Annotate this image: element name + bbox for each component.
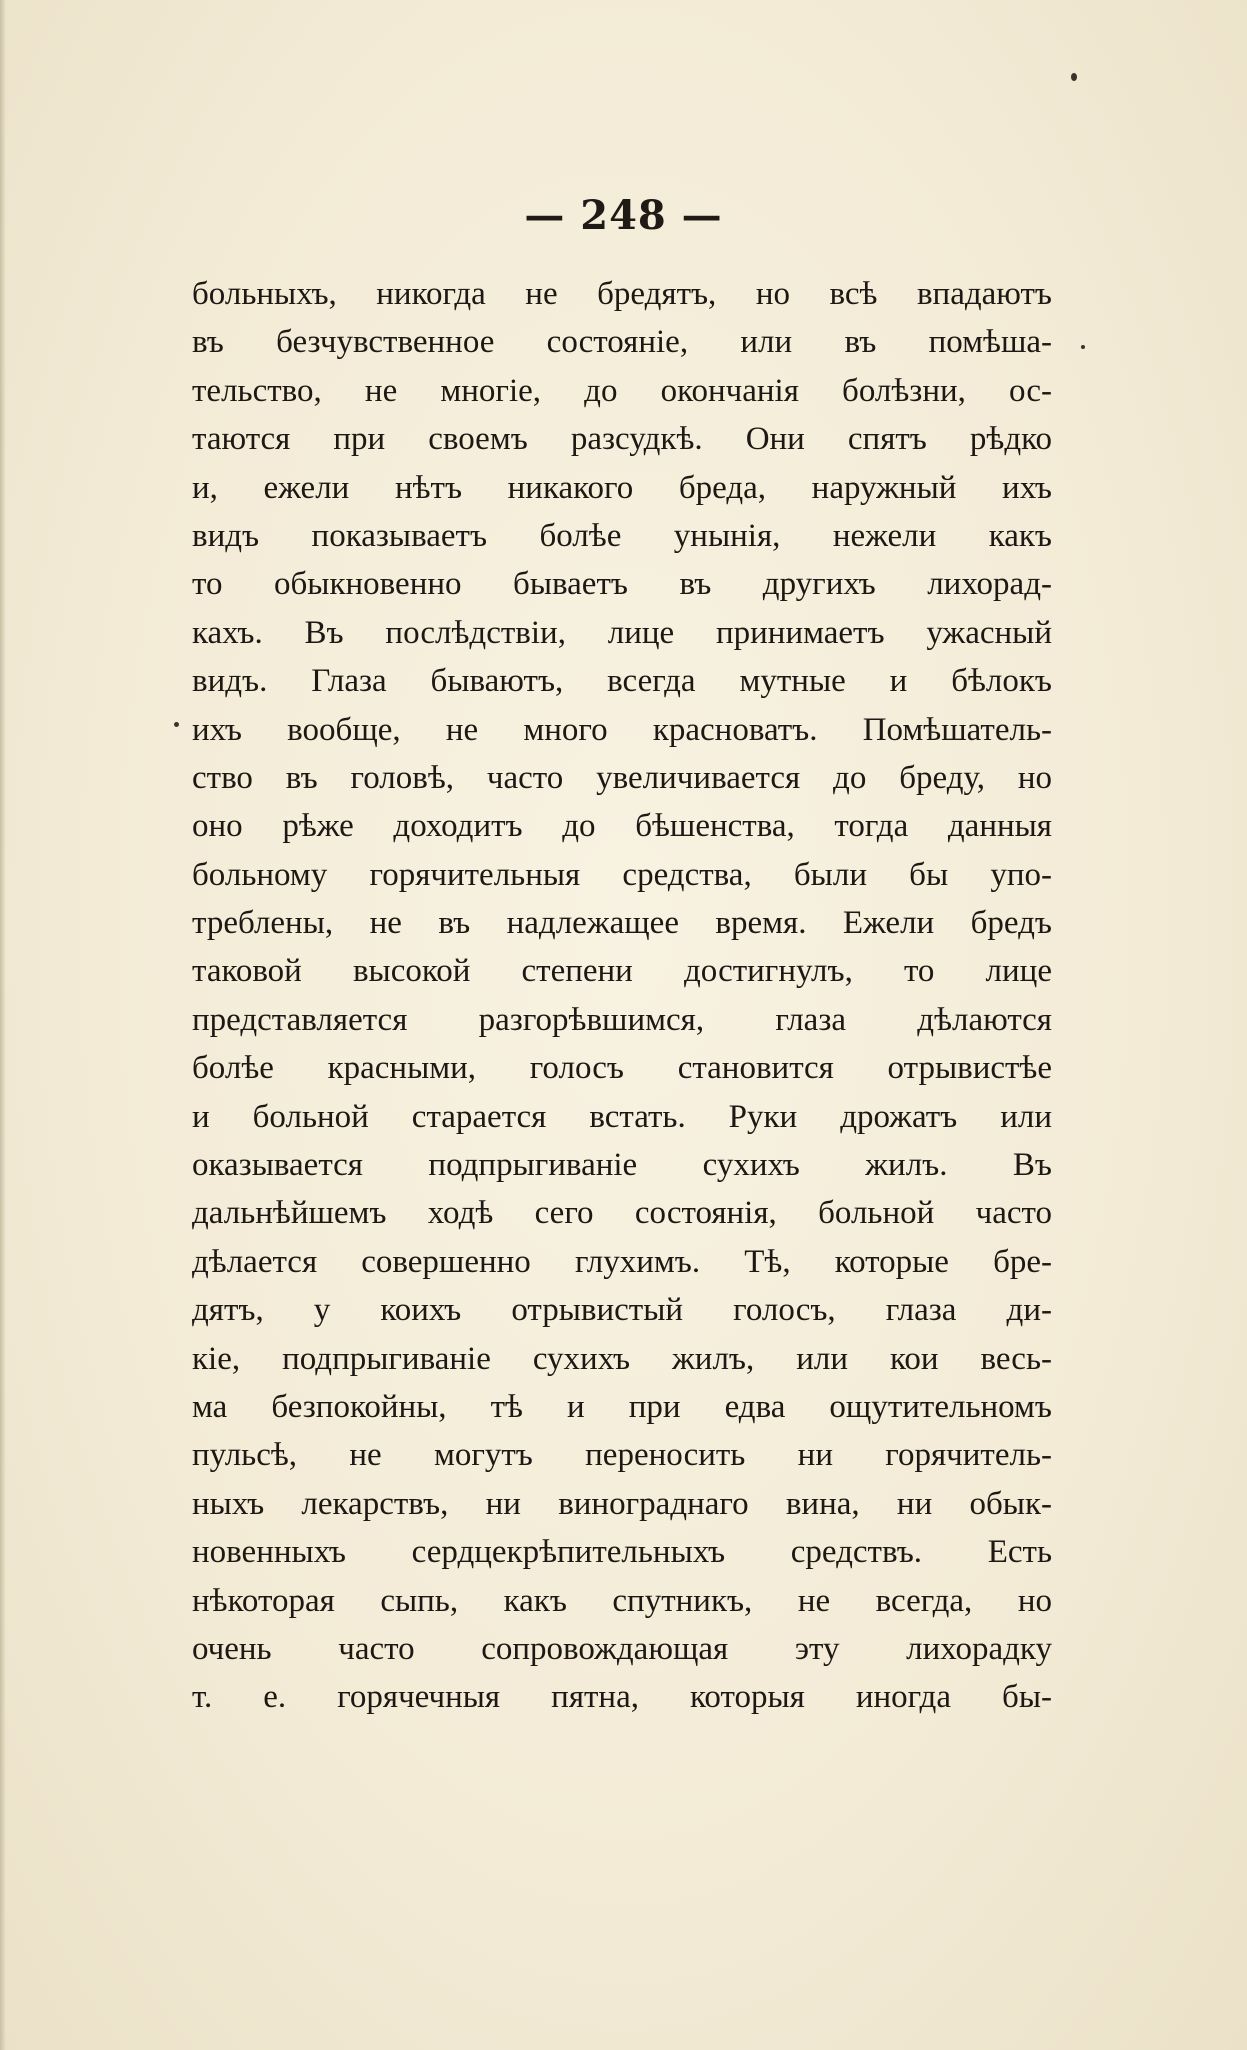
text-line: и, ежели нѣтъ никакого бреда, наружный ихъ — [192, 469, 1052, 506]
text-line: видъ показываетъ болѣе унынiя, нежели какъ — [192, 517, 1052, 554]
text-line: оказывается подпрыгиванiе сухихъ жилъ. Въ — [192, 1147, 1052, 1184]
text-line: таковой высокой степени достигнулъ, то лице — [192, 953, 1052, 990]
text-line: оно рѣже доходитъ до бѣшенства, тогда данныя — [192, 808, 1052, 845]
text-line: кахъ. Въ послѣдствiи, лице принимаетъ ужасный — [192, 614, 1052, 651]
text-line: ма безпокойны, тѣ и при едва ощутительномъ — [192, 1388, 1052, 1425]
ink-speck — [1071, 73, 1077, 81]
text-line: то обыкновенно бываетъ въ другихъ лихорад- — [192, 566, 1052, 603]
text-line: треблены, не въ надлежащее время. Ежели бредъ — [192, 905, 1052, 942]
text-line: тельство, не многiе, до окончанiя болѣзни, ос- — [192, 372, 1052, 409]
text-line: больному горячительныя средства, были бы упо- — [192, 856, 1052, 893]
text-line: новенныхъ сердцекрѣпительныхъ средствъ. Есть — [192, 1534, 1052, 1571]
text-line: дятъ, у коихъ отрывистый голосъ, глаза ди- — [192, 1292, 1052, 1329]
text-line: болѣе красными, голосъ становится отрывистѣе — [192, 1050, 1052, 1087]
text-line: видъ. Глаза бываютъ, всегда мутные и бѣлокъ — [192, 663, 1052, 700]
page-edge — [0, 0, 6, 2050]
body-text — [192, 270, 1052, 1722]
text-line: пульсѣ, не могутъ переносить ни горячитель- — [192, 1437, 1052, 1474]
text-line: дѣлается совершенно глухимъ. Тѣ, которые бре- — [192, 1243, 1052, 1280]
text-line: таются при своемъ разсудкѣ. Они спятъ рѣдко — [192, 421, 1052, 458]
text-line: и больной старается встать. Руки дрожатъ или — [192, 1098, 1052, 1135]
text-line: нѣкоторая сыпь, какъ спутникъ, не всегда, но — [192, 1582, 1052, 1619]
ink-speck — [174, 722, 179, 727]
text-line: ихъ вообще, не много красноватъ. Помѣшатель- — [192, 711, 1052, 748]
text-line: очень часто сопровождающая эту лихорадку — [192, 1630, 1052, 1667]
text-line: ство въ головѣ, часто увеличивается до бреду, но — [192, 759, 1052, 796]
text-line: т. е. горячечныя пятна, которыя иногда бы- — [192, 1679, 1052, 1716]
text-line: представляется разгорѣвшимся, глаза дѣлаются — [192, 1001, 1052, 1038]
text-line: больныхъ, никогда не бредятъ, но всѣ впадаютъ — [192, 276, 1052, 312]
page-number: — 248 — — [524, 192, 723, 239]
text-line: ныхъ лекарствъ, ни винограднаго вина, ни обык- — [192, 1485, 1052, 1522]
text-line: кiе, подпрыгиванiе сухихъ жилъ, или кои весь- — [192, 1340, 1052, 1377]
ink-speck — [1081, 345, 1085, 349]
text-line: дальнѣйшемъ ходѣ сего состоянiя, больной часто — [192, 1195, 1052, 1232]
text-line: въ безчувственное состоянiе, или въ помѣша- — [192, 324, 1052, 361]
